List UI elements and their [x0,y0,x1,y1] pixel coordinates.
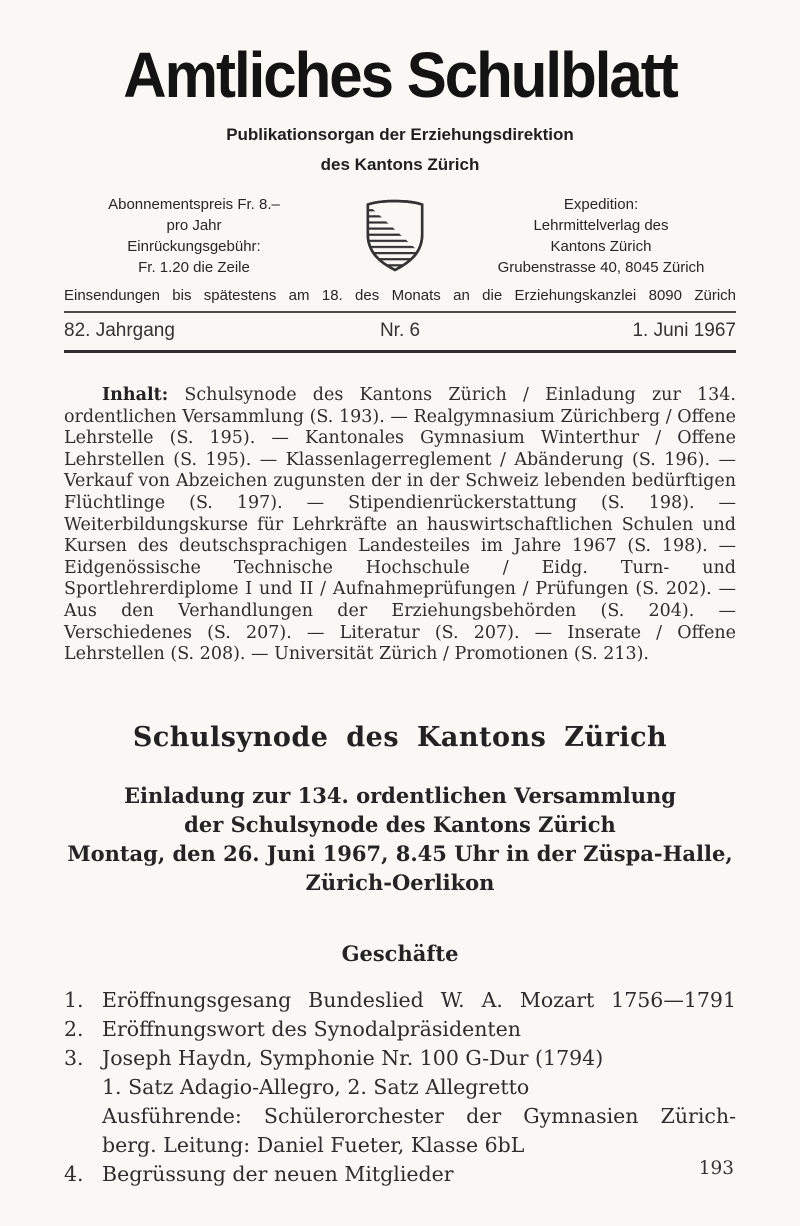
gazette-title: Amtliches Schulblatt [123,39,677,111]
page-number: 193 [698,1158,734,1179]
masthead [64,194,736,278]
expedition-line: Expedition: [563,196,639,213]
expedition-line: Lehrmittelverlag des [533,217,669,234]
subtitle-line-2: des Kantons Zürich [320,155,480,174]
issue-number: Nr. 6 [379,320,421,341]
invitation-line: Zürich-Oerlikon [305,869,495,895]
agenda-item [64,1160,736,1189]
agenda-item [64,986,736,1015]
agenda-item-text: Eröffnungsgesang Bundeslied W. A. Mozart 1756—1791 [102,987,736,1012]
agenda-item-number: 3. [64,1045,84,1070]
agenda-item-text: Eröffnungswort des Synodalpräsidenten [102,1016,521,1041]
subscription-line: Fr. 1.20 die Zeile [138,259,250,276]
agenda-title: Geschäfte [341,940,459,966]
agenda-item [64,1015,736,1044]
agenda-item-number: 1. [64,987,84,1012]
agenda-item-line: Ausführende: Schülerorchester der Gymnasien Zürich- [102,1103,736,1128]
zurich-coat-of-arms-icon [361,196,429,276]
article-heading: Schulsynode des Kantons Zürich [132,721,668,753]
agenda-item-text [102,1044,736,1160]
agenda-item-number: 4. [64,1161,84,1186]
subtitle-line-1: Publikationsorgan der Erziehungsdirektion [226,125,574,144]
invitation-line: der Schulsynode des Kantons Zürich [184,811,616,837]
agenda-item [64,1044,736,1160]
submission-deadline-note: Einsendungen bis spätestens am 18. des Monats an die Erziehungskanzlei 8090 Zürich [64,287,736,304]
gazette-subtitle [64,120,736,180]
divider-thick [64,350,736,353]
agenda-list [64,986,736,1189]
issue-info-row [64,313,736,350]
issue-date: 1. Juni 1967 [632,320,736,341]
agenda-item-line: 1. Satz Adagio-Allegro, 2. Satz Allegretto [102,1074,530,1099]
agenda-item-line: berg. Leitung: Daniel Fueter, Klasse 6bL [102,1132,525,1157]
expedition-line: Grubenstrasse 40, 8045 Zürich [497,259,705,276]
expedition-line: Kantons Zürich [550,238,652,255]
volume-label: 82. Jahrgang [64,320,175,341]
invitation-line: Montag, den 26. Juni 1967, 8.45 Uhr in der Züspa-Halle, [67,840,733,866]
invitation-block [64,781,736,897]
invitation-line: Einladung zur 134. ordentlichen Versammlung [124,782,676,808]
toc-text: Schulsynode des Kantons Zürich / Einladung zur 134. ordentlichen Versammlung (S. 193). — Realgymnasium Zürichberg / Offene Lehrstelle (S. 195). — Kantonales Gymnasium Winterthur / Offene Lehrstellen (S. 195). — Klassenlagerreglement / Abänderung (S. 196). — Verkauf von Abzeichen zugunsten der in der Schweiz lebenden bedürftigen Flüchtlinge (S. 197). — Stipendienrückerstattung (S. 198). — Weiterbildungskurse für Lehrkräfte an hauswirtschaftlichen Schulen und Kursen des deutschsprachigen Landesteiles im Jahre 1967 (S. 198). — Eidgenössische Technische Hochschule / Eidg. Turn- und Sportlehrerdiplome I und II / Aufnahmeprüfungen / Prüfungen (S. 202). — Aus den Verhandlungen der Erziehungsbehörden (S. 204). — Verschiedenes (S. 207). — Literatur (S. 207). — Inserate / Offene Lehrstellen (S. 208). — Universität Zürich / Promotionen (S. 213). [64,385,736,665]
subscription-line: Einrückungsgebühr: [127,238,261,255]
subscription-line: Abonnementspreis Fr. 8.– [108,196,280,213]
toc-label: Inhalt: [102,385,169,405]
agenda-item-number: 2. [64,1016,84,1041]
emblem-container [324,194,466,276]
table-of-contents [64,385,736,666]
subscription-line: pro Jahr [166,217,222,234]
agenda-item-line: Joseph Haydn, Symphonie Nr. 100 G-Dur (1794) [102,1045,604,1070]
expedition-info [466,194,736,278]
agenda-item-text: Begrüssung der neuen Mitglieder [102,1161,454,1186]
subscription-info [64,194,324,278]
